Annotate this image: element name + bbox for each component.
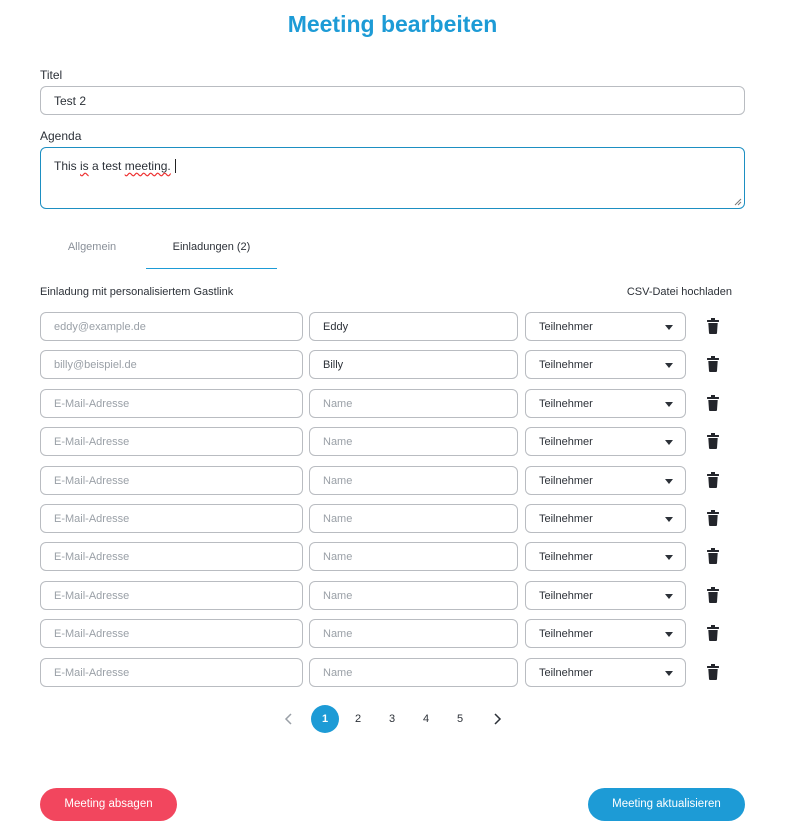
cancel-meeting-button[interactable]: Meeting absagen [40,788,177,821]
role-select-value: Teilnehmer [539,590,593,602]
invite-row [40,350,730,379]
role-select[interactable] [525,389,686,418]
role-select-value: Teilnehmer [539,359,593,371]
invite-row [40,658,730,687]
name-input[interactable]: Name [309,427,518,456]
name-input[interactable]: Name [309,389,518,418]
email-input[interactable]: E-Mail-Adresse [40,542,303,571]
role-select-value: Teilnehmer [539,321,593,333]
text-cursor [175,159,176,173]
role-select-value: Teilnehmer [539,398,593,410]
role-select-value: Teilnehmer [539,513,593,525]
chevron-right-icon[interactable] [491,713,503,725]
name-input[interactable]: Name [309,504,518,533]
name-input[interactable]: Name [309,619,518,648]
update-meeting-button[interactable]: Meeting aktualisieren [588,788,745,821]
pagination [0,705,789,733]
agenda-label: Agenda [40,129,82,143]
trash-icon[interactable] [707,472,719,488]
invite-row [40,504,730,533]
agenda-text: This is a test meeting. [54,159,171,173]
role-select[interactable] [525,658,686,687]
invite-section-label: Einladung mit personalisiertem Gastlink [40,286,234,298]
chevron-down-icon [665,402,673,407]
chevron-left-icon[interactable] [283,713,295,725]
trash-icon[interactable] [707,433,719,449]
chevron-down-icon [665,555,673,560]
role-select[interactable] [525,581,686,610]
page-5-button[interactable]: 5 [456,713,464,725]
name-input[interactable]: Eddy [309,312,518,341]
invite-row [40,312,730,341]
chevron-down-icon [665,479,673,484]
trash-icon[interactable] [707,664,719,680]
agenda-textarea[interactable] [40,147,745,209]
chevron-down-icon [665,325,673,330]
role-select[interactable] [525,427,686,456]
email-input[interactable]: E-Mail-Adresse [40,427,303,456]
email-input[interactable]: E-Mail-Adresse [40,504,303,533]
csv-upload-link[interactable]: CSV-Datei hochladen [626,286,732,298]
name-input[interactable]: Name [309,542,518,571]
tab-allgemein[interactable]: Allgemein [67,241,117,253]
page-2-button[interactable]: 2 [354,713,362,725]
name-input[interactable]: Billy [309,350,518,379]
tab-einladungen[interactable]: Einladungen (2) [146,241,277,269]
invite-row [40,389,730,418]
name-input[interactable]: Name [309,581,518,610]
invite-row [40,619,730,648]
email-input[interactable]: E-Mail-Adresse [40,466,303,495]
invite-row [40,542,730,571]
role-select[interactable] [525,542,686,571]
invite-row [40,581,730,610]
trash-icon[interactable] [707,356,719,372]
chevron-down-icon [665,632,673,637]
role-select[interactable] [525,312,686,341]
trash-icon[interactable] [707,318,719,334]
role-select[interactable] [525,350,686,379]
trash-icon[interactable] [707,625,719,641]
trash-icon[interactable] [707,587,719,603]
role-select[interactable] [525,504,686,533]
role-select[interactable] [525,619,686,648]
email-input[interactable]: E-Mail-Adresse [40,581,303,610]
email-input[interactable]: eddy@example.de [40,312,303,341]
chevron-down-icon [665,517,673,522]
role-select-value: Teilnehmer [539,667,593,679]
invite-row [40,427,730,456]
name-input[interactable]: Name [309,466,518,495]
page-title: Meeting bearbeiten [287,11,498,37]
role-select-value: Teilnehmer [539,551,593,563]
email-input[interactable]: E-Mail-Adresse [40,619,303,648]
role-select-value: Teilnehmer [539,475,593,487]
email-input[interactable]: E-Mail-Adresse [40,658,303,687]
chevron-down-icon [665,440,673,445]
role-select-value: Teilnehmer [539,628,593,640]
role-select[interactable] [525,466,686,495]
page-3-button[interactable]: 3 [388,713,396,725]
trash-icon[interactable] [707,395,719,411]
name-input[interactable]: Name [309,658,518,687]
title-label: Titel [40,68,63,82]
title-input[interactable]: Test 2 [40,86,745,115]
page-1-button[interactable]: 1 [311,705,339,733]
chevron-down-icon [665,594,673,599]
email-input[interactable]: E-Mail-Adresse [40,389,303,418]
email-input[interactable]: billy@beispiel.de [40,350,303,379]
trash-icon[interactable] [707,548,719,564]
role-select-value: Teilnehmer [539,436,593,448]
page-4-button[interactable]: 4 [422,713,430,725]
chevron-down-icon [665,363,673,368]
chevron-down-icon [665,671,673,676]
trash-icon[interactable] [707,510,719,526]
invite-row [40,466,730,495]
resize-grip-icon[interactable] [734,198,742,206]
